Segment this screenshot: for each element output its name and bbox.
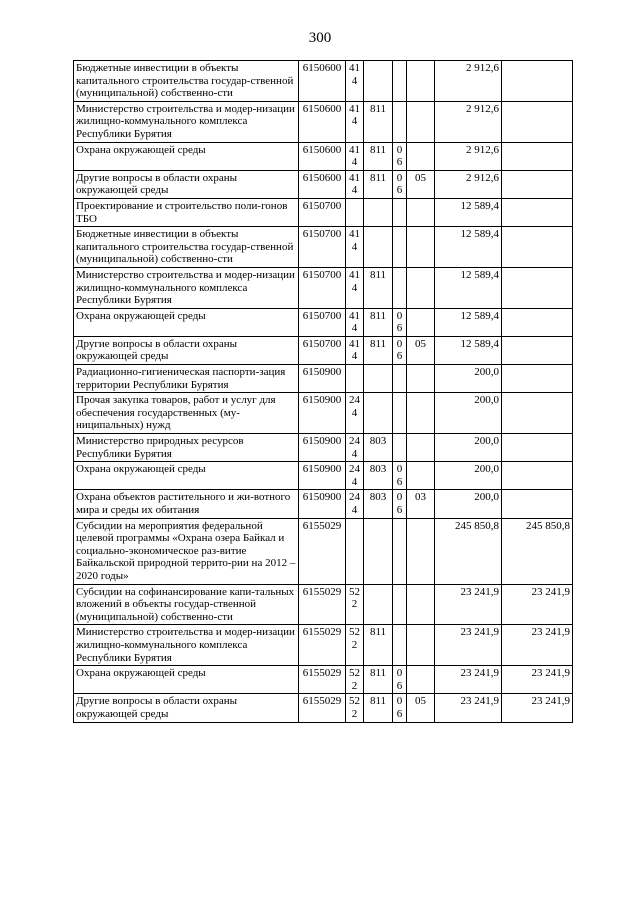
amount-cell: 2 912,6 [435,142,502,170]
subsection-code-cell [407,393,435,434]
section-code-cell: 06 [393,666,407,694]
subsection-code-cell [407,365,435,393]
subsection-code-cell: 05 [407,170,435,198]
amount-cell: 12 589,4 [435,198,502,226]
amount-secondary-cell [502,308,573,336]
ministry-code-cell [364,584,393,625]
expense-type-code-cell [346,198,364,226]
ministry-code-cell: 811 [364,694,393,722]
table-row [74,308,573,336]
ministry-code-cell [364,393,393,434]
table-row [74,101,573,142]
amount-cell: 200,0 [435,490,502,518]
row-name-cell: Субсидии на мероприятия федеральной целевой программы «Охрана озера Байкал и социально-экономическое раз-витие Байкальской природной террито-рии на 2012 – 2020 годы» [74,518,299,584]
row-name-cell: Другие вопросы в области охраны окружающей среды [74,694,299,722]
subsection-code-cell [407,462,435,490]
amount-secondary-cell [502,198,573,226]
section-code-cell [393,584,407,625]
table-row [74,267,573,308]
section-code-cell [393,198,407,226]
subsection-code-cell [407,584,435,625]
amount-cell: 200,0 [435,434,502,462]
amount-secondary-cell [502,462,573,490]
amount-cell: 23 241,9 [435,625,502,666]
subsection-code-cell [407,434,435,462]
row-name-cell: Охрана окружающей среды [74,462,299,490]
amount-secondary-cell [502,227,573,268]
subsection-code-cell [407,227,435,268]
table-row [74,584,573,625]
amount-cell: 23 241,9 [435,584,502,625]
amount-secondary-cell [502,365,573,393]
target-article-code-cell: 6155029 [299,518,346,584]
amount-cell: 200,0 [435,365,502,393]
ministry-code-cell: 811 [364,308,393,336]
expense-type-code-cell: 414 [346,142,364,170]
table-row [74,170,573,198]
section-code-cell: 06 [393,170,407,198]
target-article-code-cell: 6150600 [299,61,346,102]
amount-secondary-cell [502,434,573,462]
ministry-code-cell: 811 [364,666,393,694]
table-row [74,434,573,462]
row-name-cell: Другие вопросы в области охраны окружающей среды [74,170,299,198]
ministry-code-cell: 811 [364,142,393,170]
row-name-cell: Радиационно-гигиеническая паспорти-зация территории Республики Бурятия [74,365,299,393]
amount-cell: 200,0 [435,462,502,490]
target-article-code-cell: 6155029 [299,666,346,694]
subsection-code-cell [407,142,435,170]
target-article-code-cell: 6150700 [299,267,346,308]
expense-type-code-cell: 414 [346,227,364,268]
ministry-code-cell [364,198,393,226]
subsection-code-cell [407,101,435,142]
expense-type-code-cell: 414 [346,101,364,142]
ministry-code-cell: 803 [364,434,393,462]
ministry-code-cell [364,365,393,393]
expense-type-code-cell: 244 [346,490,364,518]
subsection-code-cell [407,198,435,226]
row-name-cell: Охрана окружающей среды [74,666,299,694]
expense-type-code-cell: 414 [346,170,364,198]
section-code-cell: 06 [393,490,407,518]
expense-type-code-cell: 522 [346,625,364,666]
ministry-code-cell: 811 [364,101,393,142]
row-name-cell: Министерство строительства и модер-низации жилищно-коммунального комплекса Республики Бурятия [74,267,299,308]
section-code-cell [393,227,407,268]
amount-cell: 2 912,6 [435,61,502,102]
row-name-cell: Охрана окружающей среды [74,308,299,336]
expense-type-code-cell: 522 [346,666,364,694]
target-article-code-cell: 6150700 [299,336,346,364]
section-code-cell: 06 [393,694,407,722]
expense-type-code-cell: 414 [346,336,364,364]
section-code-cell: 06 [393,462,407,490]
target-article-code-cell: 6150700 [299,198,346,226]
ministry-code-cell: 803 [364,462,393,490]
target-article-code-cell: 6150900 [299,490,346,518]
section-code-cell [393,434,407,462]
table-row [74,198,573,226]
amount-secondary-cell: 23 241,9 [502,694,573,722]
budget-table [73,60,573,723]
amount-cell: 23 241,9 [435,694,502,722]
target-article-code-cell: 6150900 [299,365,346,393]
target-article-code-cell: 6150900 [299,393,346,434]
row-name-cell: Министерство природных ресурсов Республики Бурятия [74,434,299,462]
section-code-cell [393,625,407,666]
amount-cell: 200,0 [435,393,502,434]
ministry-code-cell: 811 [364,625,393,666]
target-article-code-cell: 6150900 [299,462,346,490]
expense-type-code-cell: 414 [346,61,364,102]
amount-cell: 245 850,8 [435,518,502,584]
table-row [74,625,573,666]
table-row [74,393,573,434]
row-name-cell: Министерство строительства и модер-низации жилищно-коммунального комплекса Республики Бурятия [74,625,299,666]
table-row [74,518,573,584]
table-row [74,61,573,102]
table-row [74,227,573,268]
target-article-code-cell: 6150600 [299,170,346,198]
ministry-code-cell: 811 [364,170,393,198]
row-name-cell: Охрана окружающей среды [74,142,299,170]
amount-cell: 12 589,4 [435,267,502,308]
table-row [74,336,573,364]
amount-secondary-cell [502,336,573,364]
row-name-cell: Охрана объектов растительного и жи-вотного мира и среды их обитания [74,490,299,518]
table-row [74,694,573,722]
expense-type-code-cell [346,365,364,393]
amount-secondary-cell [502,267,573,308]
expense-type-code-cell: 522 [346,584,364,625]
row-name-cell: Прочая закупка товаров, работ и услуг для обеспечения государственных (му-ниципальных) нужд [74,393,299,434]
target-article-code-cell: 6155029 [299,694,346,722]
row-name-cell: Другие вопросы в области охраны окружающей среды [74,336,299,364]
amount-secondary-cell: 245 850,8 [502,518,573,584]
amount-secondary-cell [502,61,573,102]
ministry-code-cell: 811 [364,336,393,364]
ministry-code-cell: 803 [364,490,393,518]
section-code-cell [393,393,407,434]
row-name-cell: Проектирование и строительство поли-гонов ТБО [74,198,299,226]
section-code-cell [393,365,407,393]
expense-type-code-cell: 522 [346,694,364,722]
amount-cell: 12 589,4 [435,336,502,364]
amount-secondary-cell: 23 241,9 [502,625,573,666]
expense-type-code-cell: 414 [346,308,364,336]
expense-type-code-cell: 244 [346,393,364,434]
row-name-cell: Бюджетные инвестиции в объекты капитального строительства государ-ственной (муниципальной) собственно-сти [74,61,299,102]
amount-secondary-cell [502,490,573,518]
subsection-code-cell [407,666,435,694]
target-article-code-cell: 6150600 [299,142,346,170]
section-code-cell: 06 [393,142,407,170]
table-row [74,142,573,170]
target-article-code-cell: 6150700 [299,227,346,268]
row-name-cell: Министерство строительства и модер-низации жилищно-коммунального комплекса Республики Бурятия [74,101,299,142]
table-row [74,365,573,393]
subsection-code-cell: 05 [407,336,435,364]
ministry-code-cell [364,61,393,102]
subsection-code-cell [407,61,435,102]
target-article-code-cell: 6150900 [299,434,346,462]
subsection-code-cell: 03 [407,490,435,518]
expense-type-code-cell [346,518,364,584]
subsection-code-cell [407,308,435,336]
expense-type-code-cell: 244 [346,462,364,490]
section-code-cell [393,518,407,584]
target-article-code-cell: 6150600 [299,101,346,142]
section-code-cell: 06 [393,336,407,364]
amount-cell: 23 241,9 [435,666,502,694]
amount-cell: 12 589,4 [435,227,502,268]
ministry-code-cell [364,227,393,268]
amount-cell: 2 912,6 [435,101,502,142]
page-number: 300 [308,30,332,46]
section-code-cell [393,61,407,102]
expense-type-code-cell: 244 [346,434,364,462]
ministry-code-cell: 811 [364,267,393,308]
table-body [74,61,573,723]
subsection-code-cell [407,267,435,308]
target-article-code-cell: 6155029 [299,584,346,625]
table-row [74,666,573,694]
target-article-code-cell: 6155029 [299,625,346,666]
amount-cell: 2 912,6 [435,170,502,198]
row-name-cell: Субсидии на софинансирование капи-тальных вложений в объекты государ-ственной (муниципальной) собственно-сти [74,584,299,625]
table-row [74,490,573,518]
row-name-cell: Бюджетные инвестиции в объекты капитального строительства государ-ственной (муниципальной) собственно-сти [74,227,299,268]
subsection-code-cell [407,518,435,584]
section-code-cell: 06 [393,308,407,336]
amount-secondary-cell [502,393,573,434]
amount-cell: 12 589,4 [435,308,502,336]
amount-secondary-cell [502,101,573,142]
table-row [74,462,573,490]
section-code-cell [393,101,407,142]
amount-secondary-cell: 23 241,9 [502,584,573,625]
ministry-code-cell [364,518,393,584]
amount-secondary-cell [502,142,573,170]
amount-secondary-cell: 23 241,9 [502,666,573,694]
subsection-code-cell: 05 [407,694,435,722]
amount-secondary-cell [502,170,573,198]
subsection-code-cell [407,625,435,666]
section-code-cell [393,267,407,308]
expense-type-code-cell: 414 [346,267,364,308]
target-article-code-cell: 6150700 [299,308,346,336]
